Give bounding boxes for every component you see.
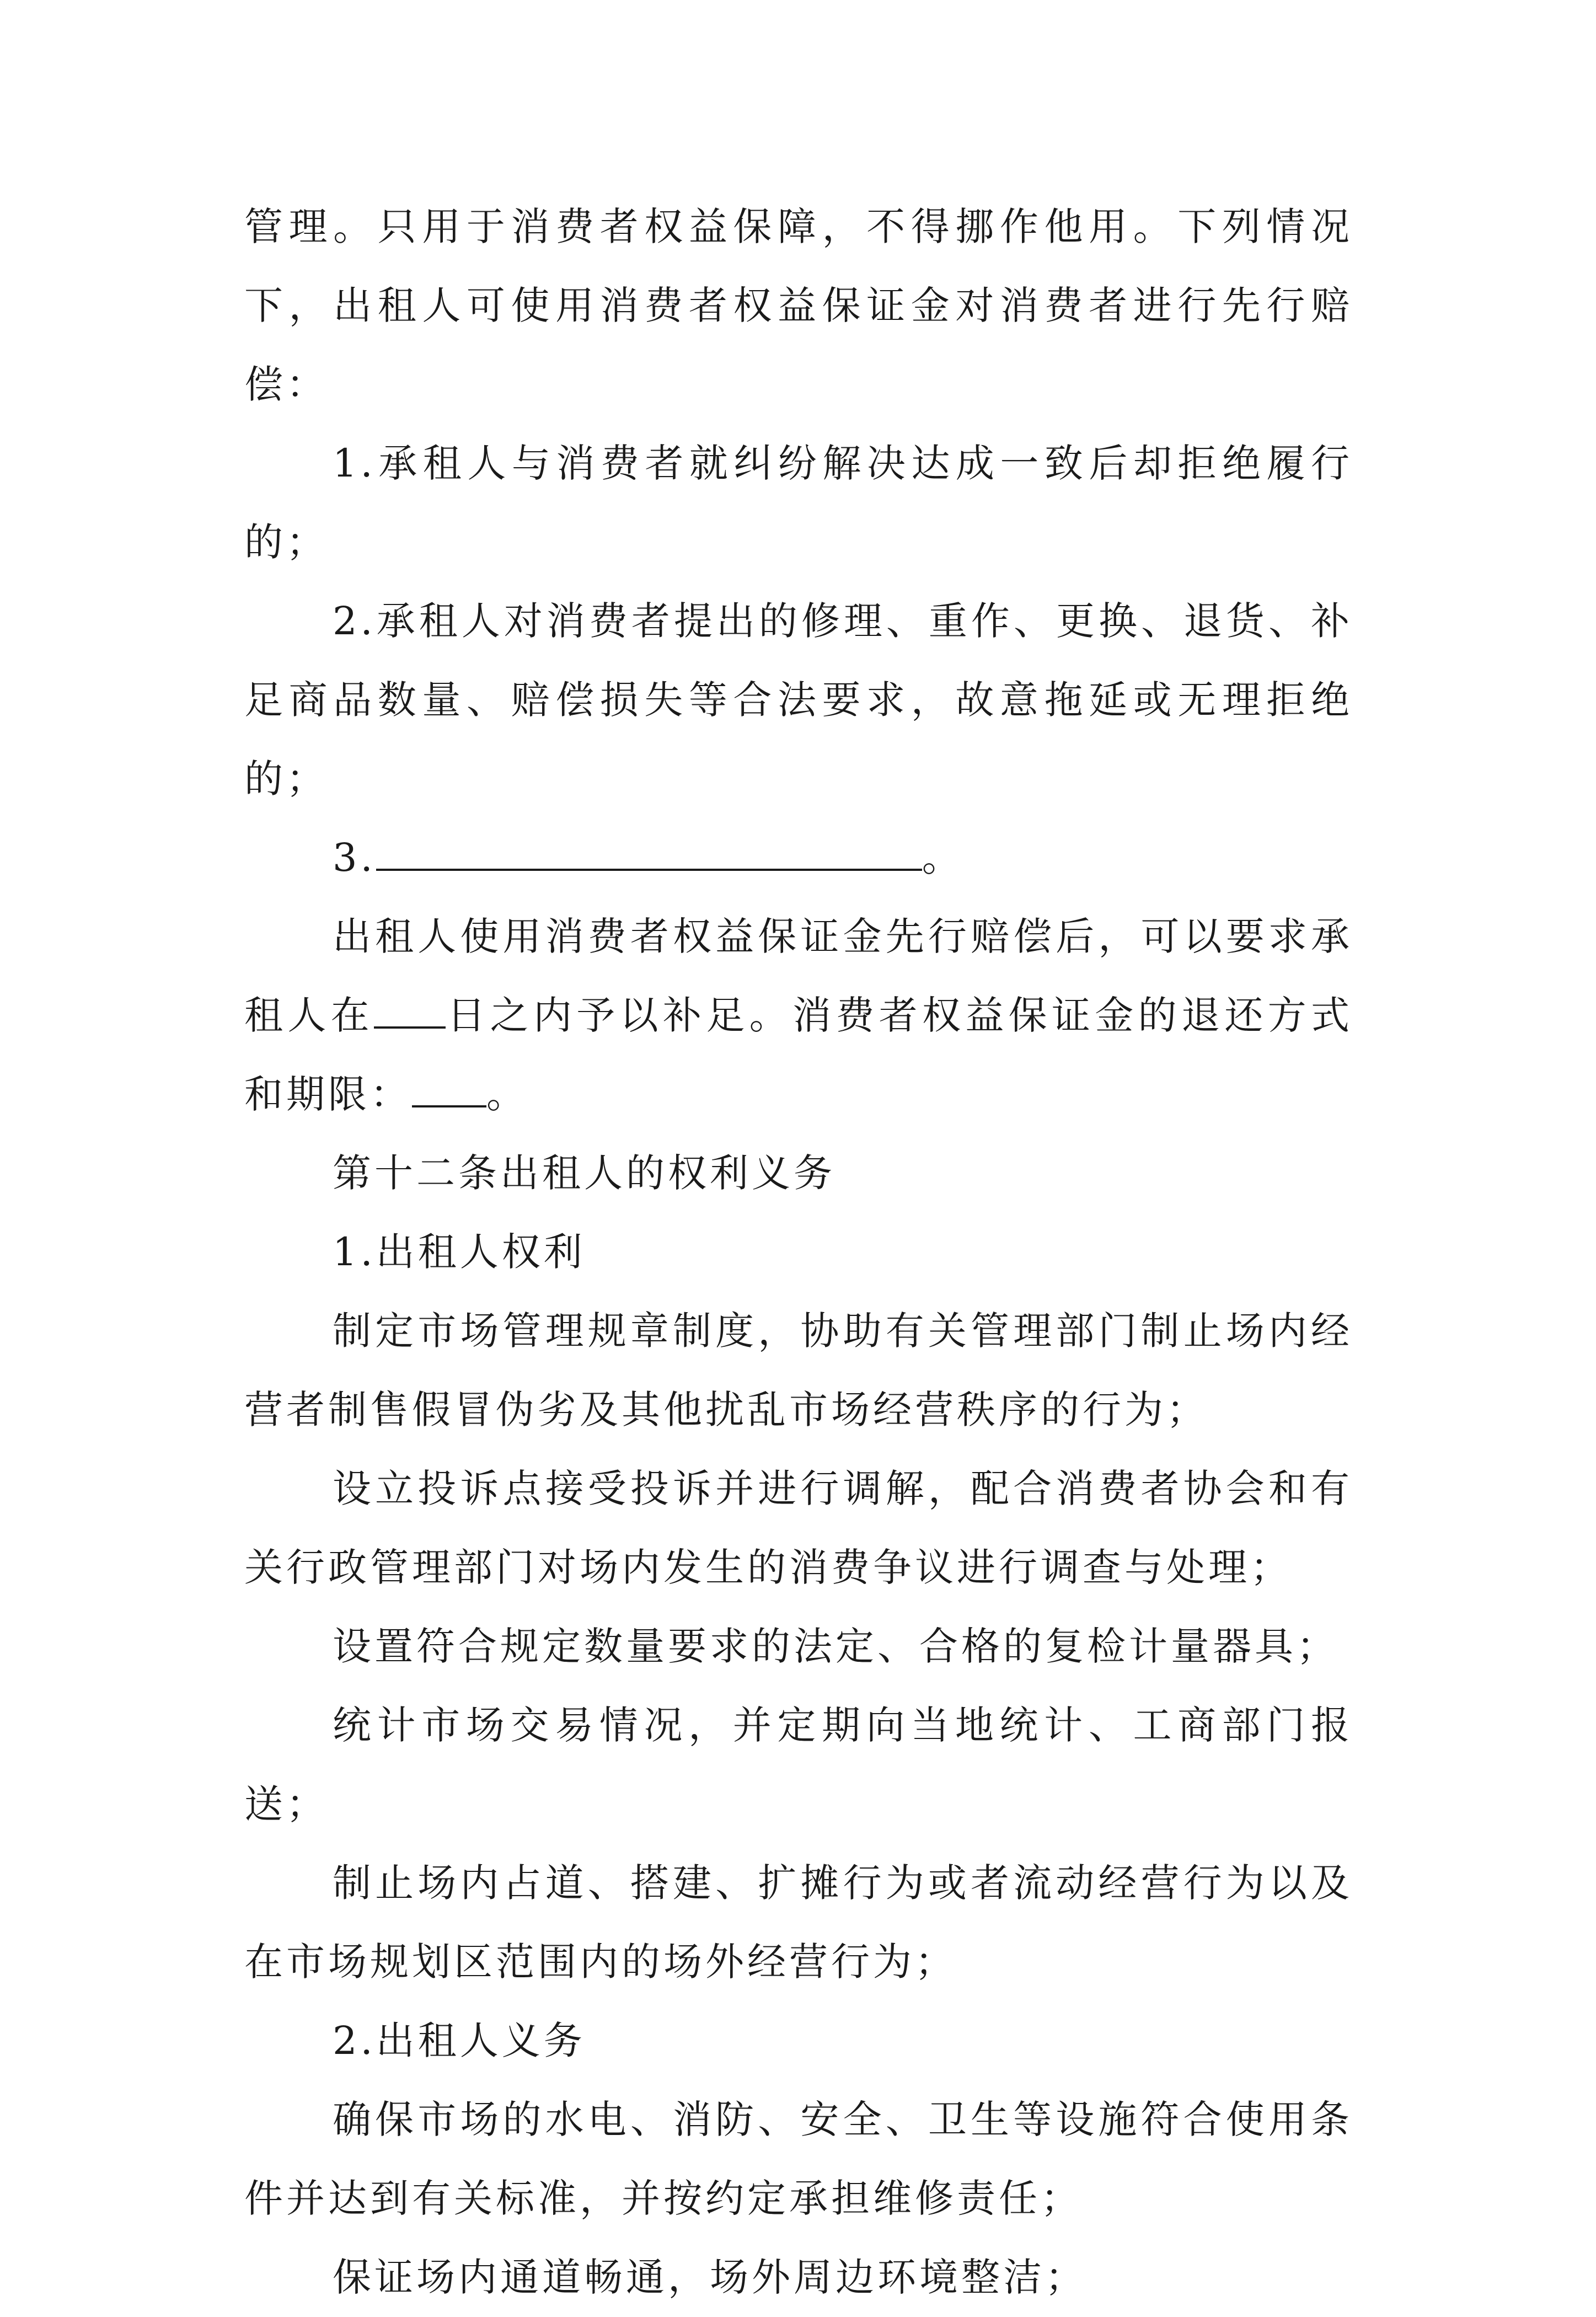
paragraph-rules: 制定市场管理规章制度，协助有关管理部门制止场内经营者制售假冒伪劣及其他扰乱市场经营秩序的行为； <box>244 1308 1353 1432</box>
list-item-3-suffix: 。 <box>922 835 964 880</box>
days-blank[interactable] <box>374 993 446 1029</box>
paragraph-facilities: 确保市场的水电、消防、安全、卫生等设施符合使用条件并达到有关标准，并按约定承担维修责任； <box>244 2097 1353 2221</box>
paragraph-occupation: 制止场内占道、搭建、扩摊行为或者流动经营行为以及在市场规划区范围内的场外经营行为； <box>244 1860 1353 1984</box>
deposit-refund-paragraph <box>244 897 1353 1134</box>
paragraph-measuring-tools: 设置符合规定数量要求的法定、合格的复检计量器具； <box>333 1624 1338 1669</box>
deposit-text-part1: 出租人使用消费者权益保证金先行赔偿后，可以要求承租人在 <box>244 914 1353 1038</box>
lessor-obligations-heading: 2.出租人义务 <box>333 2018 586 2063</box>
list-item-3-prefix: 3. <box>333 835 376 880</box>
list-item-3 <box>244 818 1353 897</box>
paragraph-statistics: 统计市场交易情况，并定期向当地统计、工商部门报送； <box>244 1703 1353 1827</box>
list-item-2: 2.承租人对消费者提出的修理、重作、更换、退货、补足商品数量、赔偿损失等合法要求，故意拖延或无理拒绝的； <box>244 598 1353 801</box>
document-body <box>244 188 1353 2317</box>
paragraph-passages: 保证场内通道畅通，场外周边环境整洁； <box>333 2255 1087 2300</box>
article-12-heading: 第十二条出租人的权利义务 <box>333 1151 836 1196</box>
refund-terms-blank[interactable] <box>412 1072 486 1107</box>
paragraph-continuation: 管理。只用于消费者权益保障，不得挪作他用。下列情况下，出租人可使用消费者权益保证金对消费者进行先行赔偿： <box>244 204 1353 407</box>
lessor-rights-heading: 1.出租人权利 <box>333 1229 586 1275</box>
deposit-text-part2: 日之内予以补足。消费者权益保证金的退还方式和期限： <box>244 993 1353 1117</box>
list-item-1: 1.承租人与消费者就纠纷解决达成一致后却拒绝履行的； <box>244 441 1353 565</box>
paragraph-complaints: 设立投诉点接受投诉并进行调解，配合消费者协会和有关行政管理部门对场内发生的消费争议进行调查与处理； <box>244 1466 1353 1590</box>
fill-in-blank[interactable] <box>376 836 922 871</box>
deposit-text-part3: 。 <box>486 1072 528 1117</box>
